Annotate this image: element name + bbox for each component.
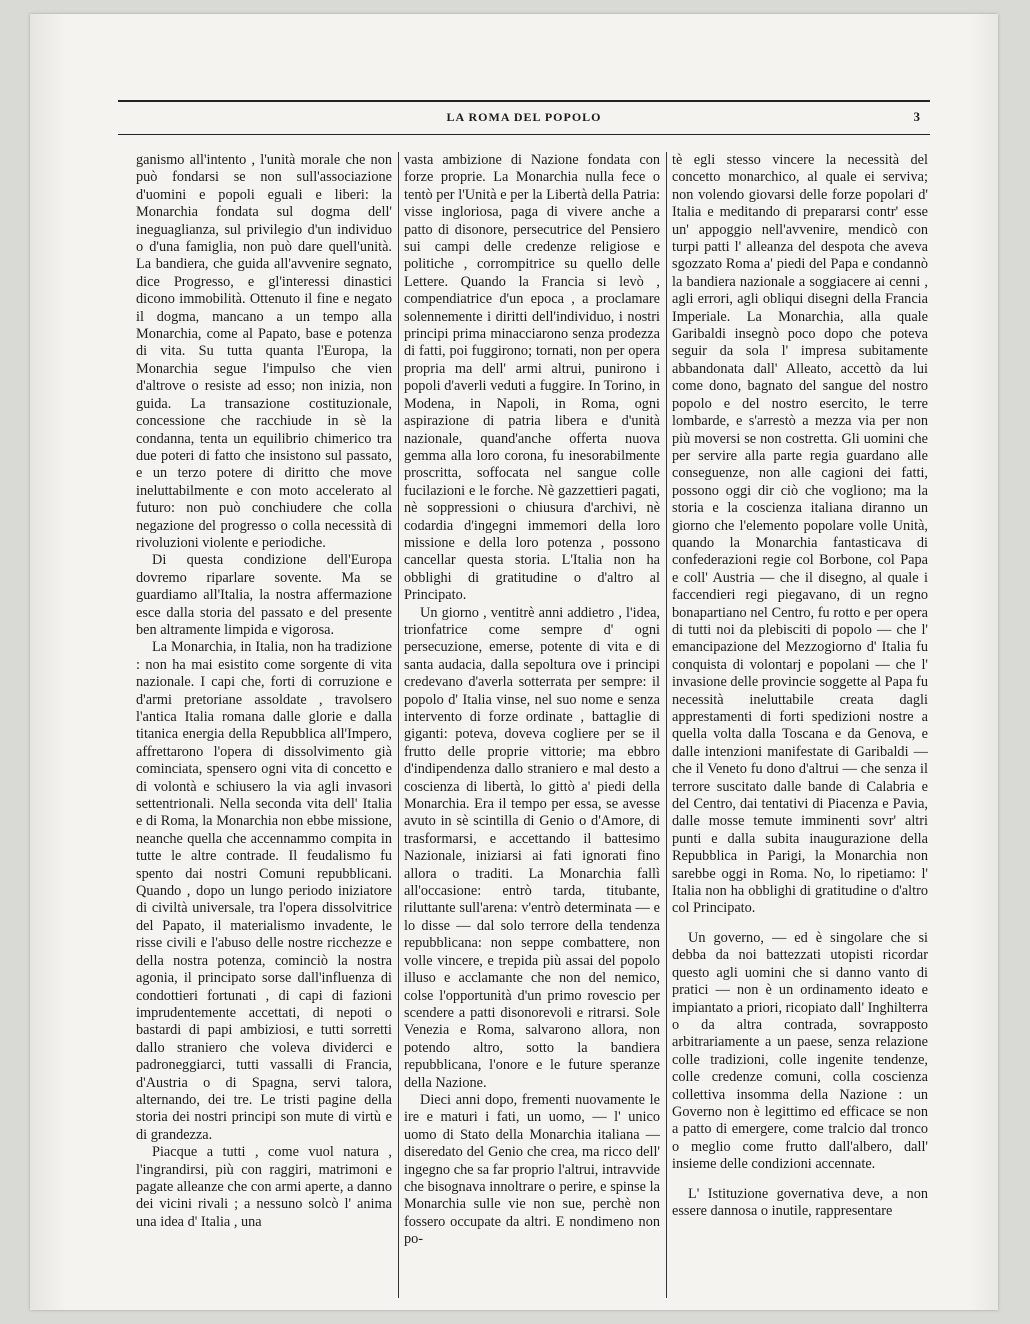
- paragraph: vasta ambizione di Nazione fondata con forze proprie. La Monarchia nulla fece o tentò per l'Unità e per la Libertà della Patria: visse ingloriosa, paga di vivere anche a patto di disonore, persecutrice del Pensiero sui campi delle credenze religiose e politiche , corrompitrice su quello delle Lettere. Quando la Francia si levò , compendiatrice d'un epoca , a proclamare solennemente i diritti dell'individuo, i nostri principi prima minacciarono senza prodezza di fatti, poi fuggirono; tornati, non per opera propria ma dell' armi altrui, punirono i popoli d'averli veduti a fuggire. In Torino, in Modena, in Napoli, in Roma, ogni aspirazione di patria libera e d'unità nazionale, quand'anche offerta nuova gemma alla loro corona, fu inesorabilmente proscritta, soffocata nel sangue colle fucilazioni e le forche. Nè gazzettieri pagati, nè soppressioni o chiusura d'archivi, nè codardia d'ingegni immemori della loro missione e della loro potenza , possono cancellar questa storia. L'Italia non ha obblighi di gratitudine o d'altro al Principato.: [404, 152, 660, 604]
- paragraph: Un giorno , ventitrè anni addietro , l'idea, trionfatrice come sempre d' ogni persecuzione, emerse, potente di vita e di santa audacia, dalla sepoltura ove i principi credevano d'averla sotterrata per sempre: il popolo d' Italia vinse, nel suo nome e senza intervento di forze ordinate , battaglie di giganti: poteva, doveva cogliere per se il frutto delle proprie vittorie; ma ebbro d'indipendenza dallo straniero e mal desto a coscienza di libertà, lo gittò a' piedi della Monarchia. Era il tempo per essa, se avesse avuto in sè scintilla di Genio o d'Amore, di trasformarsi, e accettando il battesimo Nazionale, iniziarsi ai fati ignorati fino allora o traditi. La Monarchia fallì all'occasione: entrò tarda, titubante, riluttante sull'arena: v'entrò determinata — e lo disse — dal solo terrore della tendenza repubblicana: non seppe combattere, non volle vincere, e trepida più assai del popolo illuso e acclamante che non del nemico, colse l'opportunità d'un primo rovescio per scendere a patti disonorevoli e ritrarsi. Sole Venezia e Roma, salvarono allora, non potendo altro, sotto la bandiera repubblicana, l'onore e le future speranze della Nazione.: [404, 604, 660, 1091]
- column-1: [136, 152, 392, 1298]
- paragraph: L' Istituzione governativa deve, a non essere dannosa o inutile, rappresentare: [672, 1185, 928, 1219]
- page-header: [118, 100, 930, 135]
- paragraph: Piacque a tutti , come vuol natura , l'ingrandirsi, più con raggiri, matrimoni e pagate alleanze che con armi aperte, a danno dei vicini rivali ; a nessuno solcò l' anima una idea d' Italia , una: [136, 1144, 392, 1230]
- article-columns: [136, 152, 932, 1298]
- column-3: [672, 152, 928, 1298]
- paragraph: Di questa condizione dell'Europa dovremo riparlare sovente. Ma se guardiamo all'Italia, la nostra affermazione esce dalla storia del passato e del presente ben altramente limpida e vigorosa.: [136, 552, 392, 638]
- newspaper-page: [30, 14, 998, 1310]
- paragraph: tè egli stesso vincere la necessità del concetto monarchico, al quale ei serviva; non volendo giovarsi delle forze popolari d' Italia e meditando di prepararsi contr' esse un' appoggio nell'avvenire, mendicò con turpi patti l' alleanza del despota che aveva sgozzato Roma a' piedi del Papa e condannò la bandiera nazionale a soggiacere ai cenni , agli errori, agli obliqui disegni della Francia Imperiale. La Monarchia, alla quale Garibaldi insegnò poco dopo che poteva seguir da sola l' impresa subitamente abbandonata dall' Alleato, accettò da lui come dono, bagnato del sangue del nostro popolo e del nostro esercito, le terre lombarde, e s'arrestò a mezza via per non più moversi se non costretta. Gli uomini che per servire alla parte regia guardano alle conseguenze, non alle cagioni dei fatti, possono oggi dir ciò che vogliono; ma la storia e la coscienza italiana diranno un giorno che l'elemento popolare volle Unità, quando la Monarchia fantasticava di confederazioni regie col Borbone, col Papa e coll' Austria — che il disegno, al quale i faccendieri regi piegavano, di un regno bonapartiano nel Centro, fu rotto e per opera di tutti noi da plebisciti di popolo — che l' emancipazione del Mezzogiorno d' Italia fu conquista di volontarj e popolani — che l' invasione delle provincie soggette al Papa fu necessità ineluttabile creata dagli apprestamenti di forti spedizioni nostre a quella volta dalla Toscana e da Genova, e dalle intenzioni manifestate di Garibaldi — che il Veneto fu dono d'altrui — che senza il terrore suscitato dalle bande di Calabria e del Centro, dai tentativi di Piacenza e Pavia, dalle mosse temute imminenti sovr' altri punti e dalla subita inaugurazione della Repubblica in Parigi, la Monarchia non sarebbe oggi in Roma. No, lo ripetiamo: l' Italia non ha obblighi di gratitudine o d'altro col Principato.: [672, 152, 928, 917]
- column-divider: [666, 152, 667, 1298]
- paragraph: La Monarchia, in Italia, non ha tradizione : non ha mai esistito come sorgente di vita nazionale. I capi che, forti di corruzione e d'armi pretoriane assoldate , travolsero l'antica Italia romana dalle glorie e dalla titanica energia della Repubblica all'Impero, affrettarono l'opera di dissolvimento già cominciata, spensero ogni vita di concetto e di volontà e schiusero la via agli invasori settentrionali. Nella seconda vita dell' Italia e di Roma, la Monarchia non ebbe missione, neanche quella che accennammo compita in tutte le altre contrade. Il feudalismo fu spento dai nostri Comuni repubblicani. Quando , dopo un lungo periodo iniziatore di civiltà universale, tra l'opera dissolvitrice del Papato, il materialismo invadente, le risse civili e l'abuso delle nostre ricchezze e della nostra potenza, cominciò la nostra agonia, il principato sorse dall'influenza di condottieri fortunati , di capi di fazioni imprudentemente accettati, di nepoti o bastardi di papi ambiziosi, e tutti sorretti dallo straniero che voleva dividerci e padroneggiarci, tutti vassalli di Francia, d'Austria o di Spagna, servi talora, alternando, dei tre. Le tristi pagine della storia dei nostri principi son mute di virtù e di grandezza.: [136, 639, 392, 1143]
- column-2: [404, 152, 660, 1298]
- paragraph: ganismo all'intento , l'unità morale che non può fondarsi se non sull'associazione d'uomini e popoli eguali e liberi: la Monarchia fondata sul dogma dell' ineguaglianza, sul privilegio d'un individuo o d'una famiglia, non può dare quell'unità. La bandiera, che guida all'avvenire segnato, dice Progresso, e gl'interessi dinastici dicono immobilità. Ottenuto il fine e negato il dogma, mancano a un tempo alla Monarchia, come al Papato, base e potenza di vita. Su tutta quanta l'Europa, la Monarchia segue l'impulso che vien d'altrove o resiste ad esso; non inizia, non guida. La transazione costituzionale, concessione che racchiude in sè la condanna, tenta un equilibrio chimerico tra due poteri di fatto che insistono sul passato, e un terzo potere di diritto che move ineluttabilmente e con moto accelerato al futuro: non può conchiudere che colla negazione del progresso o colla necessità di rivoluzioni violente e periodiche.: [136, 152, 392, 551]
- column-divider: [398, 152, 399, 1298]
- paragraph: Un governo, — ed è singolare che si debba da noi battezzati utopisti ricordar questo agli uomini che si danno vanto di pratici — non è un ordinamento ideato e impiantato a priori, ricopiato dall' Inghilterra o da altra contrada, sovrapposto arbitrariamente a un paese, senza relazione colle tradizioni, colle ingenite tendenze, colle credenze comuni, colla coscienza collettiva insomma della Nazione : un Governo non è legittimo ed efficace se non a patto di emergere, come tralcio dal tronco o meglio come frutto dall'albero, dall' insieme delle condizioni accennate.: [672, 929, 928, 1173]
- page-title: LA ROMA DEL POPOLO: [446, 110, 602, 124]
- paragraph: Dieci anni dopo, frementi nuovamente le ire e maturi i fati, un uomo, — l' unico uomo di Stato della Monarchia italiana — diseredato del Genio che crea, ma ricco dell' ingegno che sa far proprio l'altrui, intravvide che bisognava innoltrare o perire, e spinse la Monarchia sulle vie non sue, perchè non fossero occupate da altri. E nondimeno non po-: [404, 1091, 660, 1248]
- page-number: 3: [913, 109, 920, 124]
